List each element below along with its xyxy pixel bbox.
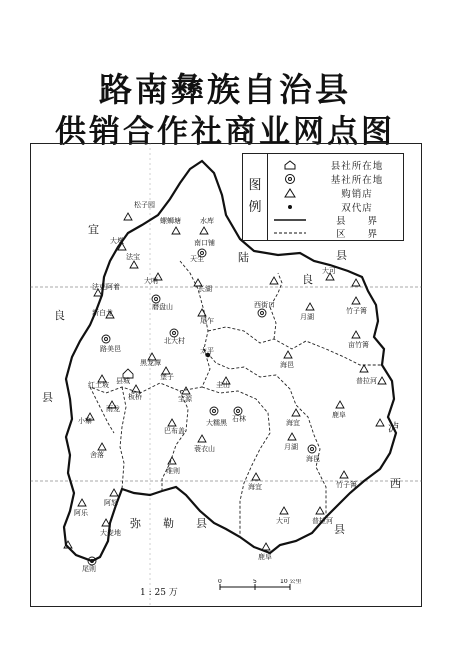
triangle-icon	[198, 435, 206, 442]
legend-row	[269, 157, 403, 172]
scale-ratio: 1 : 25 万	[140, 588, 178, 598]
double-circle-icon	[269, 173, 311, 185]
place-label: 巴布盖	[164, 427, 185, 435]
triangle-icon	[340, 471, 348, 478]
legend-label: 县 界	[335, 215, 378, 227]
triangle-icon	[200, 227, 208, 234]
place-label: 堡子	[160, 373, 174, 381]
place-label: 大哨	[144, 277, 158, 285]
dot-icon	[269, 203, 311, 211]
place-label: 小寨	[78, 417, 92, 425]
triangle-icon	[360, 365, 368, 372]
place-label: 宝源	[178, 395, 192, 403]
triangle-icon	[98, 443, 106, 450]
double-circle-icon	[234, 407, 242, 415]
place-label: 水库	[200, 217, 214, 225]
triangle-icon	[378, 377, 386, 384]
place-label: 大墩	[110, 237, 124, 245]
legend-label: 购销店	[341, 188, 373, 200]
place-label: 舍落	[90, 451, 104, 459]
place-label: 阿乐	[74, 509, 88, 517]
place-label: 大麦地	[100, 529, 121, 537]
place-labels	[74, 200, 377, 573]
place-label: 竹子箐	[336, 481, 357, 489]
place-label: 海宜	[248, 483, 262, 491]
place-label: 雨龙	[106, 405, 120, 413]
triangle-icon	[124, 213, 132, 220]
scale-tick-label: 10 公里	[280, 579, 302, 585]
triangle-icon	[288, 433, 296, 440]
legend-heading-char: 例	[248, 200, 262, 215]
place-label: 月湖	[284, 443, 298, 451]
place-label: 阿怒	[104, 499, 118, 507]
place-label: 海邑	[306, 455, 320, 463]
triangle-icon	[292, 409, 300, 416]
triangle-icon	[252, 473, 260, 480]
place-label: 松子园	[134, 201, 155, 209]
legend-label: 县社所在地	[330, 160, 384, 172]
place-label: 北大村	[164, 337, 185, 345]
double-circle-icon	[210, 407, 218, 415]
neighbor-label: 县	[336, 249, 347, 262]
solid-line-icon	[269, 217, 311, 223]
place-label: 维则	[166, 467, 180, 475]
double-circle-icon	[102, 335, 110, 343]
place-label: 亩竹箐	[348, 341, 369, 349]
triangle-icon	[336, 401, 344, 408]
place-label: 黑龙潭	[140, 359, 161, 367]
place-label: 海宜	[286, 419, 300, 427]
place-label: 鹿阜	[258, 553, 272, 561]
settlement-symbols	[64, 213, 386, 565]
neighbor-label: 西	[390, 477, 401, 490]
place-label: 县城	[116, 377, 130, 385]
triangle-icon	[306, 303, 314, 310]
place-label: 新白龙	[92, 309, 113, 317]
map-title-line2: 供销合作社商业网点图	[55, 114, 395, 150]
place-label: 南口铺	[194, 239, 215, 247]
place-label: 法宝	[126, 253, 140, 261]
place-label: 法克阿着	[92, 283, 120, 291]
triangle-icon	[352, 331, 360, 338]
triangle-icon	[270, 277, 278, 284]
triangle-icon	[132, 385, 140, 392]
neighbor-label: 县	[334, 523, 345, 536]
triangle-icon	[262, 543, 270, 550]
triangle-icon	[172, 227, 180, 234]
legend-heading	[243, 154, 268, 240]
place-label: 太平	[200, 347, 214, 355]
map-title-line1: 路南彝族自治县	[99, 70, 351, 109]
triangle-icon	[130, 261, 138, 268]
place-label: 大可	[322, 267, 336, 275]
triangle-icon	[269, 188, 311, 198]
place-label: 海邑	[280, 361, 294, 369]
place-label: 蓑衣山	[194, 445, 215, 453]
legend-label: 区 界	[335, 228, 378, 240]
triangle-icon	[168, 419, 176, 426]
neighbor-label: 泸	[388, 421, 399, 434]
triangle-icon	[316, 507, 324, 514]
triangle-icon	[284, 351, 292, 358]
place-label: 大可	[276, 517, 290, 525]
neighbor-label: 良	[54, 309, 65, 322]
place-label: 路美邑	[100, 345, 121, 353]
double-circle-icon	[170, 329, 178, 337]
place-label: 板桥	[128, 393, 142, 401]
legend-row	[269, 171, 403, 186]
neighbor-label: 陆	[238, 251, 249, 264]
triangle-icon	[182, 387, 190, 394]
neighbor-label: 宜	[88, 223, 99, 236]
place-label: 大糯黑	[206, 419, 227, 427]
triangle-icon	[110, 489, 118, 496]
legend-heading-char: 图	[248, 178, 262, 193]
legend-row	[269, 225, 403, 240]
place-label: 天生	[190, 255, 204, 263]
legend-label: 基社所在地	[330, 174, 384, 186]
triangle-icon	[376, 419, 384, 426]
place-label: 螺蛳塘	[160, 217, 181, 225]
place-label: 西街口	[254, 301, 275, 309]
place-label: 普拉河	[312, 517, 333, 525]
place-label: 圭山	[216, 381, 230, 389]
neighbor-label: 弥 勒 县	[130, 517, 207, 530]
house-icon	[269, 160, 311, 170]
place-label: 普拉河	[356, 377, 377, 385]
place-label: 尾则	[82, 565, 96, 573]
map-legend	[242, 153, 404, 241]
place-label: 鹿阜	[332, 411, 346, 419]
place-label: 长湖	[198, 285, 212, 293]
place-label: 磨盘山	[152, 303, 173, 311]
place-label: 石林	[232, 415, 246, 423]
triangle-icon	[78, 499, 86, 506]
neighbor-label: 县	[42, 391, 53, 404]
scale-bar	[218, 579, 302, 597]
place-label: 月湖	[300, 313, 314, 321]
legend-label: 双代店	[341, 202, 373, 214]
dashed-line-icon	[269, 230, 311, 236]
double-circle-icon	[308, 445, 316, 453]
scale-tick-label: 0	[218, 579, 222, 585]
place-label: 尾乍	[200, 317, 214, 325]
triangle-icon	[280, 507, 288, 514]
double-circle-icon	[258, 309, 266, 317]
place-label: 竹子箐	[346, 307, 367, 315]
triangle-icon	[352, 297, 360, 304]
place-label: 红土坡	[88, 381, 109, 389]
triangle-icon	[352, 279, 360, 286]
scale-tick-label: 5	[253, 579, 257, 585]
double-circle-icon	[152, 295, 160, 303]
neighbor-label: 良	[302, 273, 313, 286]
legend-row	[269, 185, 403, 200]
